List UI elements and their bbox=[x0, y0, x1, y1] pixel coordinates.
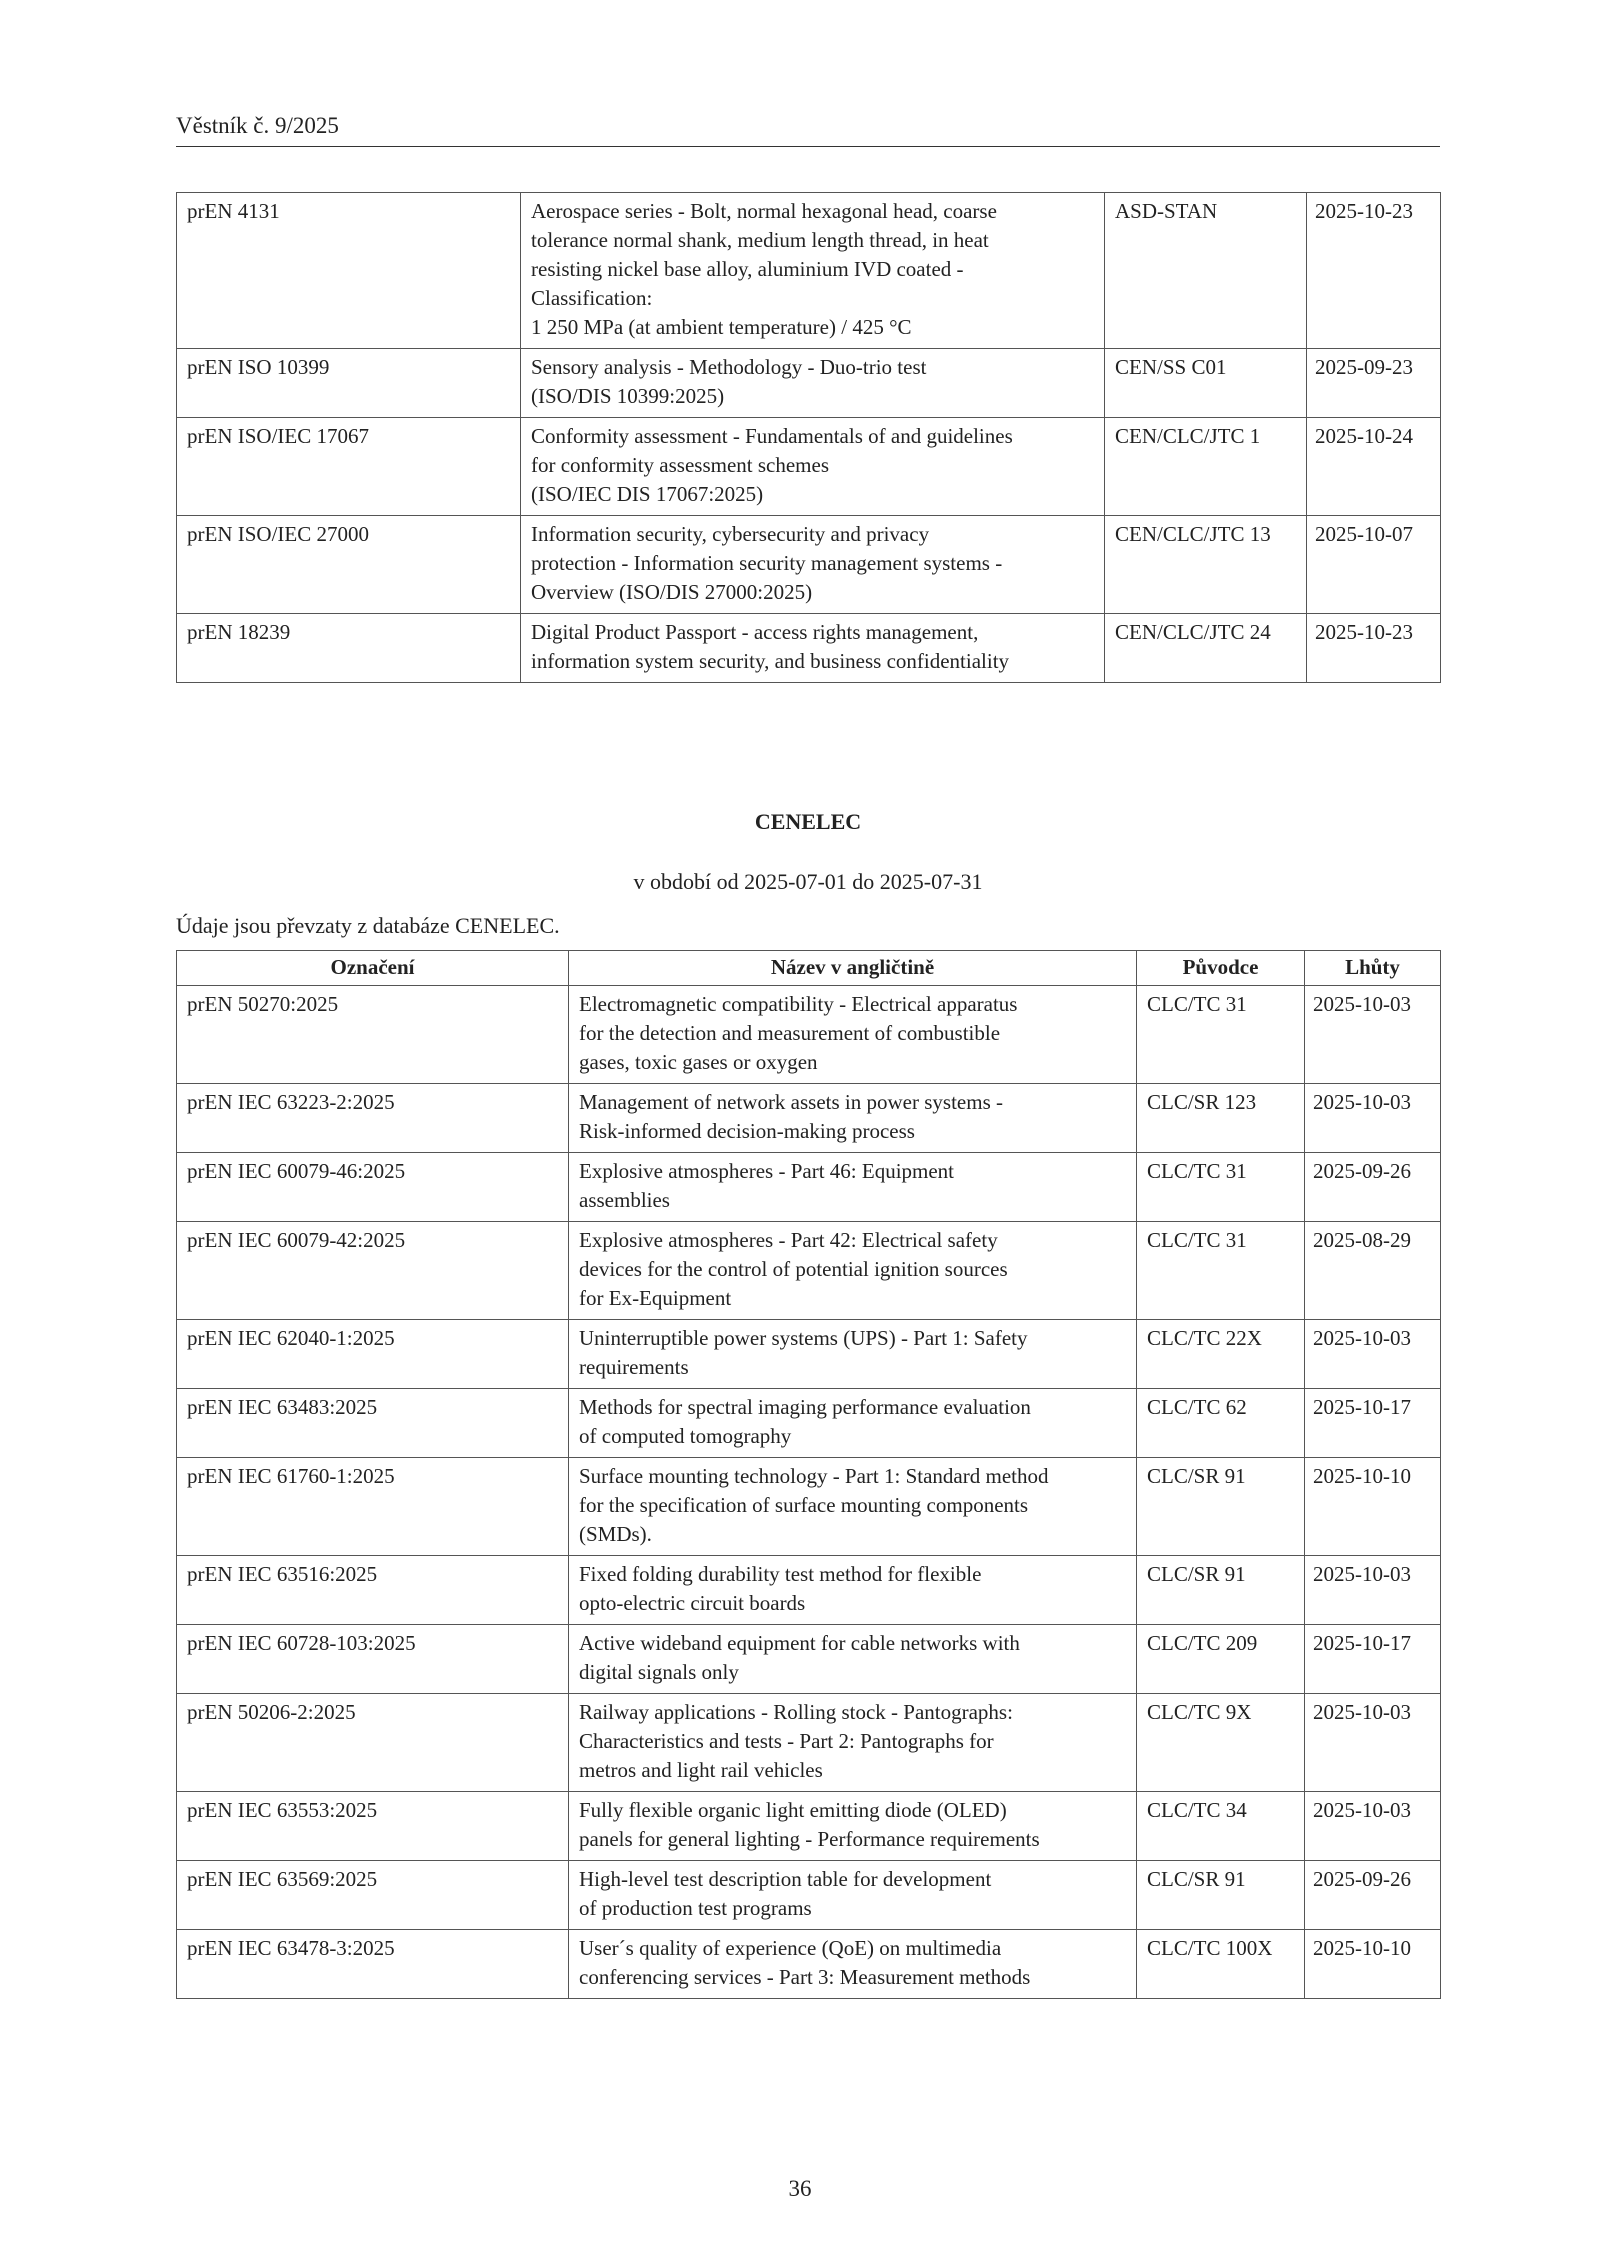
cen-table-body bbox=[177, 193, 1441, 683]
standard-title-line: information system security, and business confidentiality bbox=[531, 649, 1010, 673]
standard-code: prEN IEC 63223-2:2025 bbox=[177, 1084, 569, 1153]
standard-origin: CLC/TC 31 bbox=[1137, 986, 1305, 1084]
page-header bbox=[176, 112, 1440, 147]
section-source-note: Údaje jsou převzaty z databáze CENELEC. bbox=[176, 913, 560, 938]
table-row bbox=[177, 1556, 1441, 1625]
standard-title bbox=[569, 1222, 1137, 1320]
table-row bbox=[177, 1792, 1441, 1861]
standard-title-line: resisting nickel base alloy, aluminium IVD coated - bbox=[531, 257, 964, 281]
section-period: v období od 2025-07-01 do 2025-07-31 bbox=[633, 869, 983, 894]
standard-deadline: 2025-10-03 bbox=[1305, 1320, 1441, 1389]
standard-title-line: Railway applications - Rolling stock - Pantographs: bbox=[579, 1700, 1013, 1724]
standard-title-line: devices for the control of potential ignition sources bbox=[579, 1257, 1008, 1281]
standard-title-line: Surface mounting technology - Part 1: Standard method bbox=[579, 1464, 1049, 1488]
column-header-origin: Původce bbox=[1137, 951, 1305, 986]
standard-origin: CLC/TC 9X bbox=[1137, 1694, 1305, 1792]
table-row bbox=[177, 1625, 1441, 1694]
standard-title bbox=[569, 1320, 1137, 1389]
table-row bbox=[177, 1222, 1441, 1320]
standard-title-line: Fixed folding durability test method for flexible bbox=[579, 1562, 982, 1586]
standard-origin: CLC/SR 91 bbox=[1137, 1556, 1305, 1625]
standard-title-line: Management of network assets in power systems - bbox=[579, 1090, 1003, 1114]
cen-standards-table bbox=[176, 192, 1441, 683]
table-row bbox=[177, 1861, 1441, 1930]
standard-title-line: (SMDs). bbox=[579, 1522, 652, 1546]
standard-title-line: Risk-informed decision-making process bbox=[579, 1119, 915, 1143]
standard-title bbox=[521, 418, 1105, 516]
standard-title-line: Overview (ISO/DIS 27000:2025) bbox=[531, 580, 813, 604]
standard-title-line: Explosive atmospheres - Part 42: Electrical safety bbox=[579, 1228, 998, 1252]
standard-code: prEN 50270:2025 bbox=[177, 986, 569, 1084]
standard-title-line: High-level test description table for development bbox=[579, 1867, 992, 1891]
standard-deadline: 2025-10-03 bbox=[1305, 1694, 1441, 1792]
standard-title-line: metros and light rail vehicles bbox=[579, 1758, 823, 1782]
standard-title-line: gases, toxic gases or oxygen bbox=[579, 1050, 818, 1074]
standard-title bbox=[569, 1792, 1137, 1861]
table-row bbox=[177, 1320, 1441, 1389]
standard-code: prEN ISO/IEC 17067 bbox=[177, 418, 521, 516]
table-row bbox=[177, 418, 1441, 516]
standard-title-line: digital signals only bbox=[579, 1660, 739, 1684]
standard-title-line: for conformity assessment schemes bbox=[531, 453, 830, 477]
standard-title-line: Sensory analysis - Methodology - Duo-trio test bbox=[531, 355, 927, 379]
standard-code: prEN 50206-2:2025 bbox=[177, 1694, 569, 1792]
standard-title-line: Explosive atmospheres - Part 46: Equipment bbox=[579, 1159, 955, 1183]
standard-title bbox=[569, 1861, 1137, 1930]
standard-code: prEN ISO/IEC 27000 bbox=[177, 516, 521, 614]
standard-deadline: 2025-10-10 bbox=[1305, 1458, 1441, 1556]
page-number: 36 bbox=[788, 2176, 812, 2201]
table-header-row bbox=[177, 951, 1441, 986]
standard-origin: CLC/TC 34 bbox=[1137, 1792, 1305, 1861]
standard-code: prEN IEC 63516:2025 bbox=[177, 1556, 569, 1625]
standard-deadline: 2025-10-03 bbox=[1305, 1792, 1441, 1861]
standard-origin: CEN/SS C01 bbox=[1105, 349, 1307, 418]
standard-code: prEN IEC 61760-1:2025 bbox=[177, 1458, 569, 1556]
standard-title-line: 1 250 MPa (at ambient temperature) / 425 °C bbox=[531, 315, 912, 339]
standard-title-line: panels for general lighting - Performance requirements bbox=[579, 1827, 1040, 1851]
table-row bbox=[177, 614, 1441, 683]
standard-title-line: Fully flexible organic light emitting diode (OLED) bbox=[579, 1798, 1007, 1822]
standard-title bbox=[521, 349, 1105, 418]
standard-title-line: Information security, cybersecurity and privacy bbox=[531, 522, 930, 546]
standard-deadline: 2025-10-03 bbox=[1305, 1556, 1441, 1625]
standard-origin: CEN/CLC/JTC 13 bbox=[1105, 516, 1307, 614]
standard-deadline: 2025-10-17 bbox=[1305, 1389, 1441, 1458]
table-row bbox=[177, 986, 1441, 1084]
journal-title: Věstník č. 9/2025 bbox=[176, 113, 339, 138]
standard-title-line: protection - Information security management systems - bbox=[531, 551, 1003, 575]
standard-title bbox=[569, 1930, 1137, 1999]
standard-title-line: Electromagnetic compatibility - Electrical apparatus bbox=[579, 992, 1018, 1016]
table-row bbox=[177, 1389, 1441, 1458]
standard-code: prEN IEC 62040-1:2025 bbox=[177, 1320, 569, 1389]
table-row bbox=[177, 1084, 1441, 1153]
standard-title-line: User´s quality of experience (QoE) on multimedia bbox=[579, 1936, 1002, 1960]
standard-title-line: assemblies bbox=[579, 1188, 670, 1212]
standard-code: prEN 18239 bbox=[177, 614, 521, 683]
standard-title bbox=[569, 1625, 1137, 1694]
table-row bbox=[177, 1694, 1441, 1792]
standard-title bbox=[569, 1389, 1137, 1458]
standard-code: prEN IEC 60079-46:2025 bbox=[177, 1153, 569, 1222]
standard-title-line: requirements bbox=[579, 1355, 689, 1379]
standard-title-line: opto-electric circuit boards bbox=[579, 1591, 806, 1615]
standard-origin: CLC/SR 91 bbox=[1137, 1458, 1305, 1556]
standard-title bbox=[569, 1694, 1137, 1792]
standard-title-line: (ISO/DIS 10399:2025) bbox=[531, 384, 725, 408]
standard-title bbox=[569, 1153, 1137, 1222]
standard-code: prEN 4131 bbox=[177, 193, 521, 349]
column-header-code: Označení bbox=[177, 951, 569, 986]
standard-title-line: for Ex-Equipment bbox=[579, 1286, 732, 1310]
standard-title bbox=[569, 1084, 1137, 1153]
standard-origin: CLC/TC 22X bbox=[1137, 1320, 1305, 1389]
standard-title-line: conferencing services - Part 3: Measurement methods bbox=[579, 1965, 1031, 1989]
standard-code: prEN ISO 10399 bbox=[177, 349, 521, 418]
standard-deadline: 2025-10-24 bbox=[1307, 418, 1441, 516]
standard-title-line: (ISO/IEC DIS 17067:2025) bbox=[531, 482, 764, 506]
standard-title-line: for the detection and measurement of combustible bbox=[579, 1021, 1001, 1045]
standard-deadline: 2025-09-23 bbox=[1307, 349, 1441, 418]
cenelec-standards-table bbox=[176, 950, 1441, 1999]
standard-title-line: Uninterruptible power systems (UPS) - Part 1: Safety bbox=[579, 1326, 1028, 1350]
standard-code: prEN IEC 63553:2025 bbox=[177, 1792, 569, 1861]
standard-deadline: 2025-10-23 bbox=[1307, 614, 1441, 683]
table-row bbox=[177, 516, 1441, 614]
standard-deadline: 2025-10-07 bbox=[1307, 516, 1441, 614]
standard-title-line: Characteristics and tests - Part 2: Pantographs for bbox=[579, 1729, 994, 1753]
cenelec-table-body bbox=[177, 986, 1441, 1999]
standard-title bbox=[521, 516, 1105, 614]
table-row bbox=[177, 193, 1441, 349]
table-row bbox=[177, 1458, 1441, 1556]
standard-title-line: Conformity assessment - Fundamentals of and guidelines bbox=[531, 424, 1013, 448]
standard-code: prEN IEC 63478-3:2025 bbox=[177, 1930, 569, 1999]
section-title: CENELEC bbox=[754, 809, 862, 834]
standard-title bbox=[521, 193, 1105, 349]
standard-origin: CLC/TC 100X bbox=[1137, 1930, 1305, 1999]
column-header-title: Název v angličtině bbox=[569, 951, 1137, 986]
standard-deadline: 2025-10-03 bbox=[1305, 986, 1441, 1084]
standard-title-line: Classification: bbox=[531, 286, 653, 310]
standard-title bbox=[569, 1458, 1137, 1556]
standard-title-line: Digital Product Passport - access rights management, bbox=[531, 620, 979, 644]
standard-code: prEN IEC 60079-42:2025 bbox=[177, 1222, 569, 1320]
standard-code: prEN IEC 63483:2025 bbox=[177, 1389, 569, 1458]
standard-origin: CEN/CLC/JTC 1 bbox=[1105, 418, 1307, 516]
standard-title-line: Active wideband equipment for cable networks with bbox=[579, 1631, 1020, 1655]
standard-deadline: 2025-09-26 bbox=[1305, 1861, 1441, 1930]
standard-title-line: Methods for spectral imaging performance evaluation bbox=[579, 1395, 1031, 1419]
standard-title-line: of computed tomography bbox=[579, 1424, 792, 1448]
standard-origin: ASD-STAN bbox=[1105, 193, 1307, 349]
standard-title-line: tolerance normal shank, medium length thread, in heat bbox=[531, 228, 989, 252]
standard-origin: CLC/TC 62 bbox=[1137, 1389, 1305, 1458]
standard-title bbox=[569, 1556, 1137, 1625]
standard-deadline: 2025-09-26 bbox=[1305, 1153, 1441, 1222]
table-row bbox=[177, 349, 1441, 418]
table-row bbox=[177, 1153, 1441, 1222]
standard-title bbox=[569, 986, 1137, 1084]
standard-origin: CLC/SR 91 bbox=[1137, 1861, 1305, 1930]
standard-code: prEN IEC 60728-103:2025 bbox=[177, 1625, 569, 1694]
standard-title-line: Aerospace series - Bolt, normal hexagonal head, coarse bbox=[531, 199, 997, 223]
standard-origin: CLC/TC 31 bbox=[1137, 1222, 1305, 1320]
standard-code: prEN IEC 63569:2025 bbox=[177, 1861, 569, 1930]
standard-deadline: 2025-10-10 bbox=[1305, 1930, 1441, 1999]
standard-deadline: 2025-10-03 bbox=[1305, 1084, 1441, 1153]
standard-origin: CEN/CLC/JTC 24 bbox=[1105, 614, 1307, 683]
column-header-deadline: Lhůty bbox=[1305, 951, 1441, 986]
standard-title bbox=[521, 614, 1105, 683]
standard-origin: CLC/TC 31 bbox=[1137, 1153, 1305, 1222]
standard-origin: CLC/SR 123 bbox=[1137, 1084, 1305, 1153]
standard-title-line: for the specification of surface mounting components bbox=[579, 1493, 1029, 1517]
standard-deadline: 2025-10-17 bbox=[1305, 1625, 1441, 1694]
standard-title-line: of production test programs bbox=[579, 1896, 812, 1920]
standard-origin: CLC/TC 209 bbox=[1137, 1625, 1305, 1694]
table-row bbox=[177, 1930, 1441, 1999]
standard-deadline: 2025-10-23 bbox=[1307, 193, 1441, 349]
standard-deadline: 2025-08-29 bbox=[1305, 1222, 1441, 1320]
